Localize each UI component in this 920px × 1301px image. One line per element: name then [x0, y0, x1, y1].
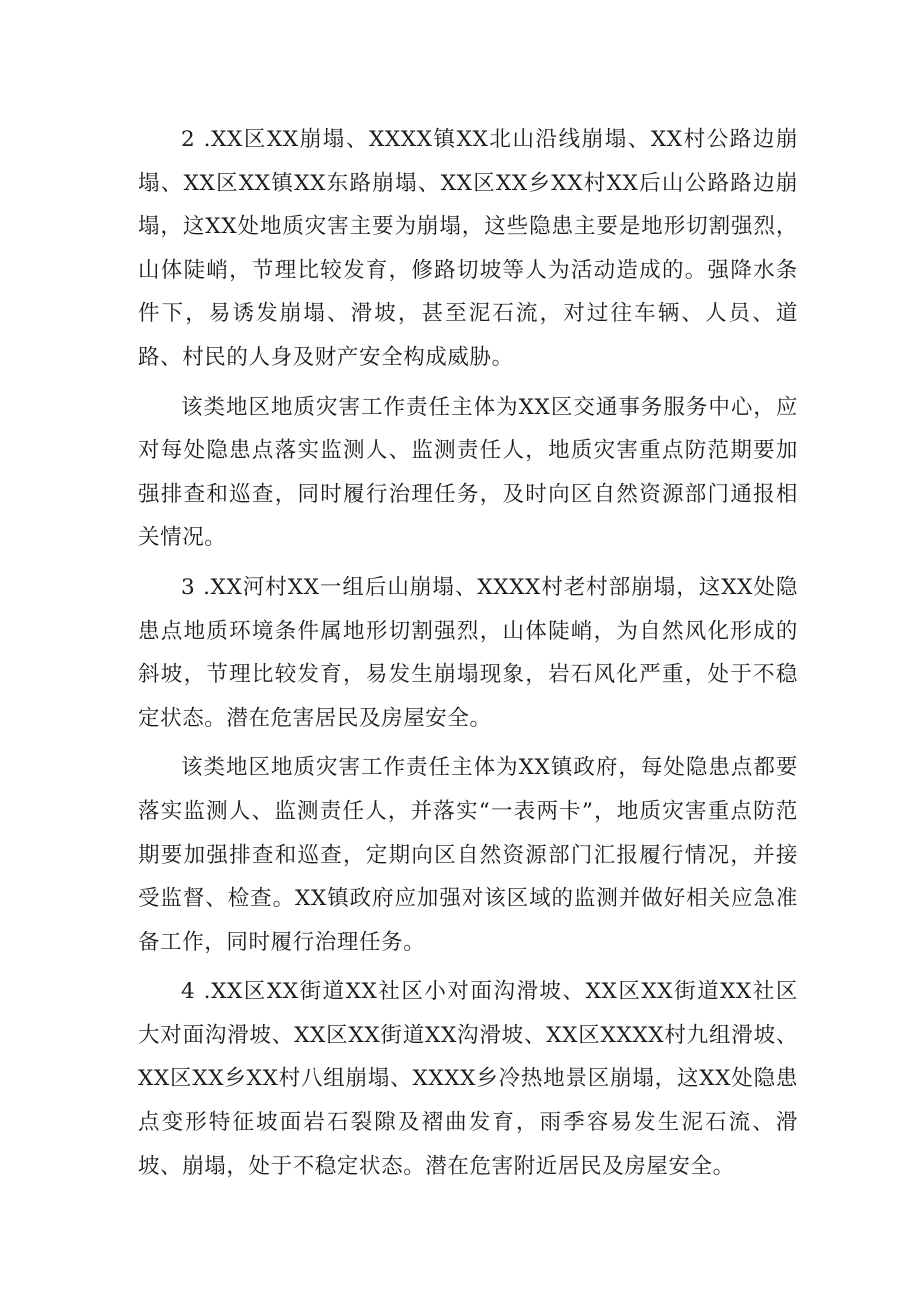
paragraph-item-4-landslide-sites: 4 .XX区XX街道XX社区小对面沟滑坡、XX区XX街道XX社区大对面沟滑坡、XX区XX街道XX沟滑坡、XX区XXXX村九组滑坡、XX区XX乡XX村八组崩塌、XXXX乡冷热地景区崩塌，这XX处隐患点变形特征坡面岩石裂隙及褶曲发育，雨季容易发生泥石流、滑坡、崩塌，处于不稳定状态。潜在危害附近居民及房屋安全。 [138, 979, 798, 1179]
paragraph-responsibility-transport-center: 该类地区地质灾害工作责任主体为XX区交通事务服务中心，应对每处隐患点落实监测人、监测责任人，地质灾害重点防范期要加强排查和巡查，同时履行治理任务，及时向区自然资源部门通报相关情况。 [138, 394, 798, 551]
paragraph-item-3-collapse-sites: 3 .XX河村XX一组后山崩塌、XXXX村老村部崩塌，这XX处隐患点地质环境条件属地形切割强烈，山体陡峭，为自然风化形成的斜坡，节理比较发育，易发生崩塌现象，岩石风化严重，处于不稳定状态。潜在危害居民及房屋安全。 [138, 574, 798, 731]
paragraph-responsibility-town-government: 该类地区地质灾害工作责任主体为XX镇政府，每处隐患点都要落实监测人、监测责任人，并落实“一表两卡”，地质灾害重点防范期要加强排查和巡查，定期向区自然资源部门汇报履行情况，并接受监督、检查。XX镇政府应加强对该区域的监测并做好相关应急准备工作，同时履行治理任务。 [138, 755, 798, 955]
paragraph-item-2-collapse-sites: 2 .XX区XX崩塌、XXXX镇XX北山沿线崩塌、XX村公路边崩塌、XX区XX镇XX东路崩塌、XX区XX乡XX村XX后山公路路边崩塌，这XX处地质灾害主要为崩塌，这些隐患主要是地形切割强烈，山体陡峭，节理比较发育，修路切坡等人为活动造成的。强降水条件下，易诱发崩塌、滑坡，甚至泥石流，对过往车辆、人员、道路、村民的人身及财产安全构成威胁。 [138, 127, 798, 370]
document-body [138, 118, 798, 1194]
